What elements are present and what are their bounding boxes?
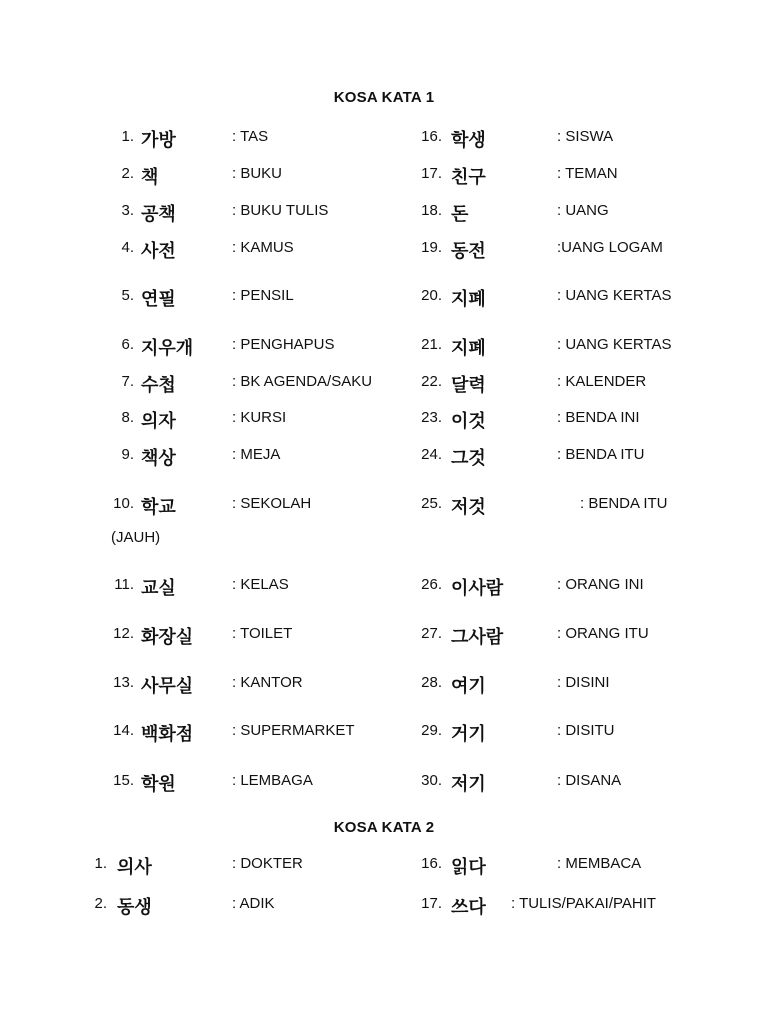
item-number: 19.: [421, 239, 442, 256]
meaning-text: : BENDA INI: [557, 409, 640, 426]
item-number: 10.: [113, 495, 134, 512]
item-number: 30.: [421, 772, 442, 789]
meaning-text: : DISINI: [557, 674, 610, 691]
meaning-text: : BENDA ITU: [580, 495, 668, 512]
item-number: 12.: [113, 625, 134, 642]
meaning-text: : TOILET: [232, 625, 293, 642]
meaning-text: : UANG KERTAS: [557, 336, 672, 353]
korean-word: 의자: [141, 411, 176, 432]
korean-word: 동전: [451, 241, 486, 262]
item-number: 29.: [421, 722, 442, 739]
item-number: 23.: [421, 409, 442, 426]
korean-word: 책: [141, 167, 159, 188]
item-number: 5.: [121, 287, 134, 304]
meaning-text: : KURSI: [232, 409, 287, 426]
korean-word: 지우개: [141, 338, 194, 359]
korean-word: 거기: [451, 724, 486, 745]
item-number: 22.: [421, 373, 442, 390]
korean-word: 화장실: [141, 627, 194, 648]
item-number: 14.: [113, 722, 134, 739]
item-number: 2.: [121, 165, 134, 182]
korean-word: 학생: [451, 130, 486, 151]
korean-word: 사전: [141, 241, 176, 262]
korean-word: 책상: [141, 448, 176, 469]
item-number: 17.: [421, 165, 442, 182]
meaning-text: : BK AGENDA/SAKU: [232, 373, 373, 390]
item-number: 13.: [113, 674, 134, 691]
korean-word: 달력: [451, 375, 486, 396]
item-number: 27.: [421, 625, 442, 642]
korean-word: 공책: [141, 204, 176, 225]
item-number: 1.: [121, 128, 134, 145]
korean-word: 수첩: [141, 375, 176, 396]
item-number: 25.: [421, 495, 442, 512]
korean-word: 학원: [141, 774, 176, 795]
korean-word: 지폐: [451, 338, 486, 359]
meaning-text: : DOKTER: [232, 855, 303, 872]
meaning-text: : PENGHAPUS: [232, 336, 335, 353]
korean-word: 사무실: [141, 676, 194, 697]
meaning-text: :UANG LOGAM: [557, 239, 663, 256]
item-number: 9.: [121, 446, 134, 463]
meaning-text: : PENSIL: [232, 287, 294, 304]
meaning-text: : ORANG INI: [557, 576, 644, 593]
item-number: 20.: [421, 287, 442, 304]
meaning-text: : TULIS/PAKAI/PAHIT: [511, 895, 657, 912]
korean-word: 이사람: [451, 578, 504, 599]
item-number: 6.: [121, 336, 134, 353]
korean-word: 가방: [141, 130, 176, 151]
meaning-text: : UANG: [557, 202, 609, 219]
meaning-text: : BUKU TULIS: [232, 202, 329, 219]
korean-word: 돈: [451, 204, 469, 225]
item-number: 2.: [94, 895, 107, 912]
meaning-text: : KELAS: [232, 576, 289, 593]
korean-word: 교실: [141, 578, 176, 599]
item-number: 7.: [121, 373, 134, 390]
korean-word: 여기: [451, 676, 486, 697]
korean-word: 쓰다: [451, 897, 486, 918]
wrapped-text: (JAUH): [111, 529, 161, 546]
meaning-text: : BUKU: [232, 165, 283, 182]
item-number: 16.: [421, 855, 442, 872]
meaning-text: : DISITU: [557, 722, 615, 739]
item-number: 8.: [121, 409, 134, 426]
item-number: 11.: [114, 576, 134, 593]
meaning-text: : ORANG ITU: [557, 625, 649, 642]
meaning-text: : BENDA ITU: [557, 446, 645, 463]
korean-word: 친구: [451, 167, 486, 188]
meaning-text: : ADIK: [232, 895, 275, 912]
item-number: 18.: [421, 202, 442, 219]
section-title: KOSA KATA 1: [333, 89, 435, 106]
meaning-text: : MEJA: [232, 446, 281, 463]
item-number: 15.: [113, 772, 134, 789]
korean-word: 읽다: [451, 857, 486, 878]
korean-word: 지폐: [451, 289, 486, 310]
item-number: 16.: [421, 128, 442, 145]
item-number: 1.: [94, 855, 107, 872]
korean-word: 이것: [451, 411, 486, 432]
korean-word: 의사: [117, 857, 152, 878]
korean-word: 동생: [117, 897, 152, 918]
korean-word: 학교: [141, 497, 176, 518]
korean-word: 그것: [451, 448, 486, 469]
korean-word: 저것: [451, 497, 486, 518]
meaning-text: : KANTOR: [232, 674, 303, 691]
item-number: 24.: [421, 446, 442, 463]
meaning-text: : SISWA: [557, 128, 614, 145]
meaning-text: : SEKOLAH: [232, 495, 312, 512]
item-number: 21.: [421, 336, 442, 353]
meaning-text: : UANG KERTAS: [557, 287, 672, 304]
item-number: 28.: [421, 674, 442, 691]
meaning-text: : TAS: [232, 128, 269, 145]
meaning-text: : LEMBAGA: [232, 772, 313, 789]
korean-word: 그사람: [451, 627, 504, 648]
meaning-text: : DISANA: [557, 772, 622, 789]
meaning-text: : SUPERMARKET: [232, 722, 355, 739]
item-number: 26.: [421, 576, 442, 593]
korean-word: 저기: [451, 774, 486, 795]
item-number: 3.: [121, 202, 134, 219]
section-title: KOSA KATA 2: [333, 819, 435, 836]
item-number: 17.: [421, 895, 442, 912]
korean-word: 백화점: [141, 724, 194, 745]
korean-word: 연필: [141, 289, 176, 310]
meaning-text: : KALENDER: [557, 373, 647, 390]
item-number: 4.: [121, 239, 134, 256]
meaning-text: : TEMAN: [557, 165, 618, 182]
meaning-text: : MEMBACA: [557, 855, 642, 872]
meaning-text: : KAMUS: [232, 239, 294, 256]
